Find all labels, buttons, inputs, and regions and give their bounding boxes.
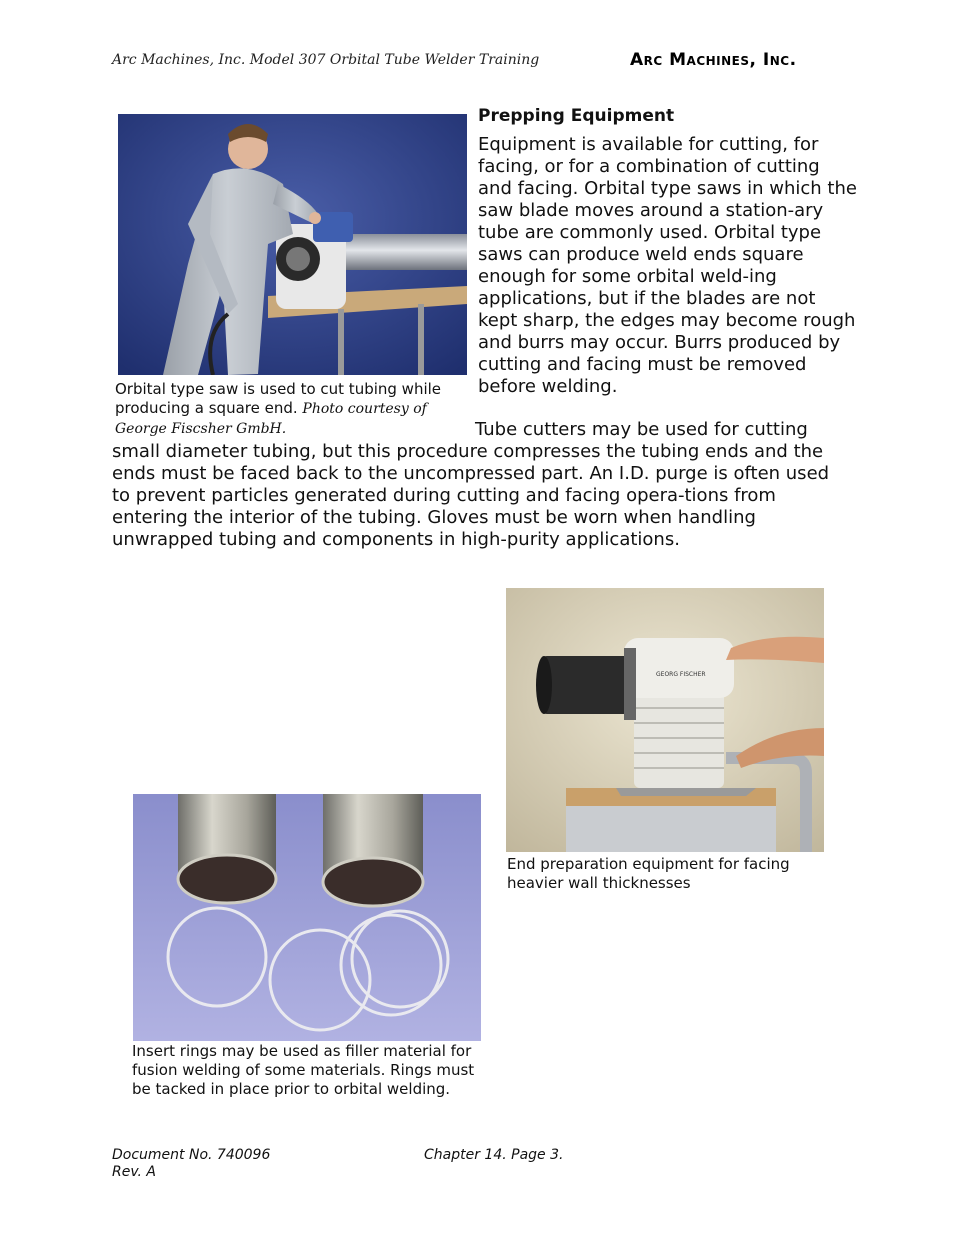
paragraph-2-first-line: Tube cutters may be used for cutting	[475, 419, 808, 440]
page-number: Chapter 14. Page 3.	[424, 1147, 564, 1163]
document-number: Document No. 740096	[112, 1147, 271, 1163]
footer-doc-info	[112, 1147, 270, 1181]
orbital-saw-illustration	[118, 114, 467, 375]
insert-rings-illustration	[133, 794, 481, 1041]
photo-credit: Photo courtesy of George Fiscsher GmbH.	[115, 401, 427, 437]
insert-rings-caption: Insert rings may be used as filler material for fusion welding of some materials. Rings must be tacked in place prior to orbital welding.	[132, 1042, 475, 1098]
insert-rings-photo	[133, 794, 481, 1041]
section-heading: Prepping Equipment	[478, 106, 675, 126]
end-prep-illustration	[506, 588, 824, 852]
end-prep-photo	[506, 588, 824, 852]
paragraph-1: Equipment is available for cutting, for facing, or for a combination of cutting and facing. Orbital type saws in which the saw blade moves around a station-ary tube are commonly used. Orbital type saws can produce weld ends square enough for some orbital weld-ing applications, but if the blades are not kept sharp, the edges may become rough and burrs may occur. Burrs produced by cutting and facing must be removed before welding.	[478, 134, 857, 397]
caption-text: Orbital type saw is used to cut tubing while producing a square end.	[115, 380, 442, 417]
company-logo: Arc Machines, Inc.	[630, 50, 797, 70]
header-title: Arc Machines, Inc. Model 307 Orbital Tube Welder Training	[112, 52, 540, 68]
end-prep-caption: End preparation equipment for facing heavier wall thicknesses	[507, 855, 790, 892]
orbital-saw-photo	[118, 114, 467, 375]
orbital-saw-caption	[115, 380, 465, 439]
revision: Rev. A	[112, 1164, 156, 1180]
paragraph-2: small diameter tubing, but this procedure compresses the tubing ends and the ends must be faced back to the uncompressed part. An I.D. purge is often used to prevent particles generated during cutting and facing opera-tions from entering the interior of the tubing. Gloves must be worn when handling unwrapped tubing and components in high-purity applications.	[112, 441, 830, 550]
machine-label: GEORG FISCHER	[656, 671, 706, 678]
